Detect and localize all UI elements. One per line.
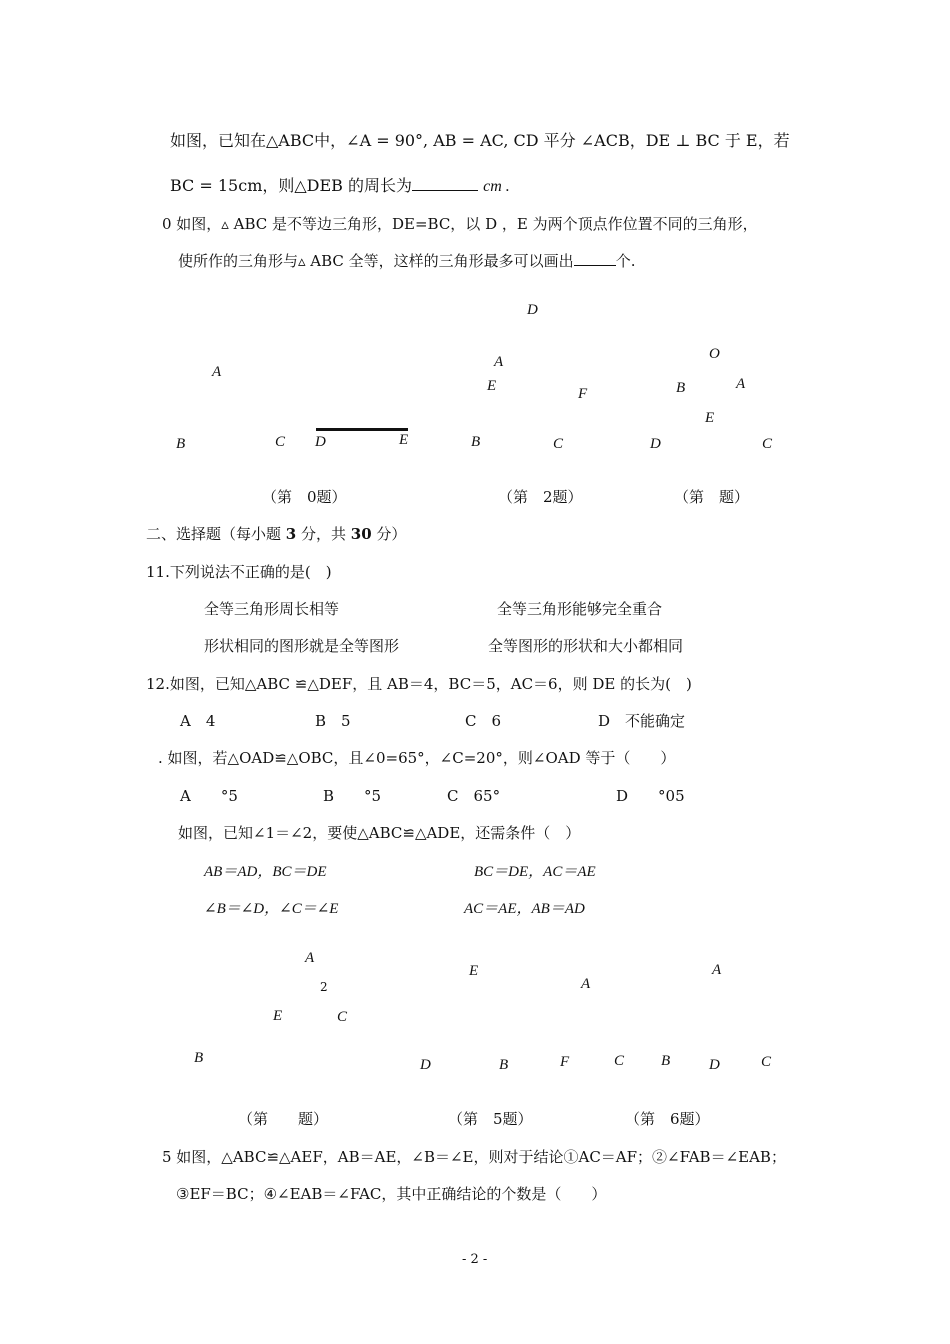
fig-label: B [471,434,481,450]
q15-line2: ③EF＝BC；④∠EAB＝∠FAC，其中正确结论的个数是（ ） [176,1185,607,1203]
q9-line1: 如图，已知在△ABC中，∠A = 90°, AB = AC, CD 平分 ∠ACB，DE ⊥ BC 于 E，若 [170,131,790,150]
q12-stem: 12.如图，已知△ABC ≌△DEF，且 AB＝4，BC＝5，AC＝6，则 DE 的长为( ) [146,675,692,693]
q12-option-a[interactable]: A 4 [180,712,216,730]
fig-label: 2 [320,980,328,994]
q14-option-c[interactable]: ∠B＝∠D，∠C＝∠E [204,901,339,917]
fig-label: D [650,436,661,452]
q14-option-d[interactable]: AC＝AE，AB＝AD [464,901,585,917]
section-heading [146,523,406,544]
fig-label: C [337,1009,348,1025]
q11-option-b[interactable]: 全等三角形能够完全重合 [497,600,663,618]
segment-de [316,428,408,431]
fig-label: B [194,1050,204,1066]
q9-line2 [170,173,510,196]
fig-label: C [553,436,564,452]
q11-option-d[interactable]: 全等图形的形状和大小都相同 [488,637,684,655]
section-heading-text: 分） [371,525,407,543]
q13-option-a[interactable]: A °5 [180,787,238,805]
fig-label: A [305,950,315,966]
q15-line1: 5 如图，△ABC≌△AEF，AB＝AE，∠B＝∠E，则对于结论①AC＝AF；②∠FAB＝∠EAB； [162,1148,786,1166]
q14-stem: 如图，已知∠1＝∠2，要使△ABC≌△ADE，还需条件（ ） [178,824,581,842]
figure-caption: （第 2题） [498,488,583,506]
q9-answer-blank[interactable] [412,190,478,191]
fig-label: B [499,1057,509,1073]
q14-option-a[interactable]: AB＝AD，BC＝DE [204,864,327,880]
fig-label: C [762,436,773,452]
fig-label: B [176,436,186,452]
fig-label: A [494,354,504,370]
section-heading-points: 3 [285,525,297,543]
fig-label: A [712,962,722,978]
q12-option-c[interactable]: C 6 [465,712,502,730]
figure-caption: （第 6题） [625,1110,710,1128]
q13-option-c[interactable]: C 65° [447,787,501,805]
figure-caption: （第 题） [674,488,750,506]
q13-stem: . 如图，若△OAD≌△OBC，且∠0=65°，∠C=20°，则∠OAD 等于（ ） [158,749,676,767]
fig-label: E [487,378,497,394]
q9-line2-text: BC = 15cm，则△DEB 的周长为 [170,176,413,195]
section-heading-text: 二、选择题（每小题 [146,525,286,543]
figure-caption: （第 0题） [262,488,347,506]
q12-option-d[interactable]: D 不能确定 [598,712,686,730]
q10-line2 [178,250,635,271]
fig-label: A [581,976,591,992]
section-heading-text: 分，共 [296,525,351,543]
fig-label: C [761,1054,772,1070]
page-number: - 2 - [462,1252,488,1267]
fig-label: O [709,346,720,362]
fig-label: C [275,434,286,450]
figure-caption: （第 题） [238,1110,329,1128]
q9-unit: cm . [483,178,510,195]
q14-option-b[interactable]: BC＝DE，AC＝AE [474,864,596,880]
section-heading-total: 30 [350,525,372,543]
fig-label: C [614,1053,625,1069]
fig-label: A [736,376,746,392]
q11-stem: 11.下列说法不正确的是( ) [146,563,332,581]
fig-label: B [661,1053,671,1069]
q13-option-d[interactable]: D °05 [616,787,685,805]
fig-label: D [315,434,326,450]
q12-option-b[interactable]: B 5 [315,712,351,730]
fig-label: F [578,386,588,402]
fig-label: E [273,1008,283,1024]
fig-label: F [560,1054,570,1070]
fig-label: E [399,432,409,448]
fig-label: B [676,380,686,396]
q10-line2-text: 使所作的三角形与▵ ABC 全等，这样的三角形最多可以画出 [178,252,574,270]
fig-label: D [420,1057,431,1073]
fig-label: A [212,364,222,380]
fig-label: E [469,963,479,979]
q10-line1: 0 如图，▵ ABC 是不等边三角形，DE=BC，以 D ，E 为两个顶点作位置不同的三角形， [162,215,758,233]
fig-label: D [527,302,538,318]
q13-option-b[interactable]: B °5 [323,787,382,805]
figure-caption: （第 5题） [448,1110,533,1128]
q10-line2-end: 个. [615,252,636,270]
fig-label: D [709,1057,720,1073]
fig-label: E [705,410,715,426]
q10-answer-blank[interactable] [574,265,616,266]
q11-option-c[interactable]: 形状相同的图形就是全等图形 [204,637,400,655]
q11-option-a[interactable]: 全等三角形周长相等 [204,600,340,618]
